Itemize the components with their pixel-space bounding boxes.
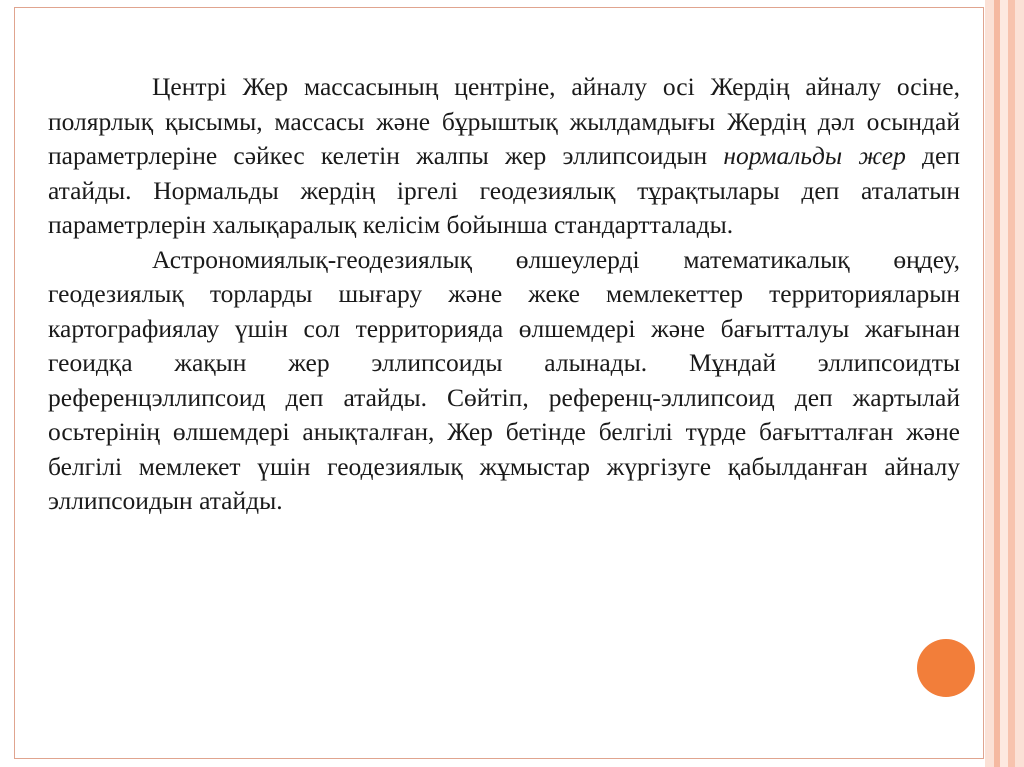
right-decorative-bands [985,0,1024,767]
band-4 [1008,0,1015,767]
paragraph-2: Астрономиялық-геодезиялық өлшеулерді математикалық өңдеу, геодезиялық торларды шығару және жеке мемлекеттер территорияларын картографиялау үшін сол территорияда өлшемдері және бағытталуы жағынан геоидқа жақын жер эллипсоиды алынады. Мұндай эллипсоидты референцэллипсоид деп атайды. Сөйтіп, референц-эллипсоид деп жартылай осьтерінің өлшемдері анықталған, Жер бетінде белгілі түрде бағытталған және белгілі мемлекет үшін геодезиялық жұмыстар жүргізуге қабылданған айналу эллипсоидын атайды. [48,244,960,515]
band-1 [985,0,994,767]
band-5 [1015,0,1024,767]
slide-body [48,70,960,519]
paragraph-1-text-start: Центрі Жер массасының центріне, айналу осі Жердің айналу осіне, полярлық қысымы, массасы және бұрыштық жылдамдығы Жердің дәл осындай параметрлеріне сәйкес келетін жалпы жер эллипсоидын [48,72,960,170]
band-3 [1000,0,1008,767]
paragraph-1 [48,70,960,243]
orange-circle-decoration [917,639,975,697]
paragraph-1-italic-term: нормальды жер [723,141,906,170]
paragraph-1-text-end: деп атайды. Нормальды жердің іргелі геодезиялық тұрақтылары деп аталатын параметрлерін халықаралық келісім бойынша стандартталады. [48,141,960,239]
